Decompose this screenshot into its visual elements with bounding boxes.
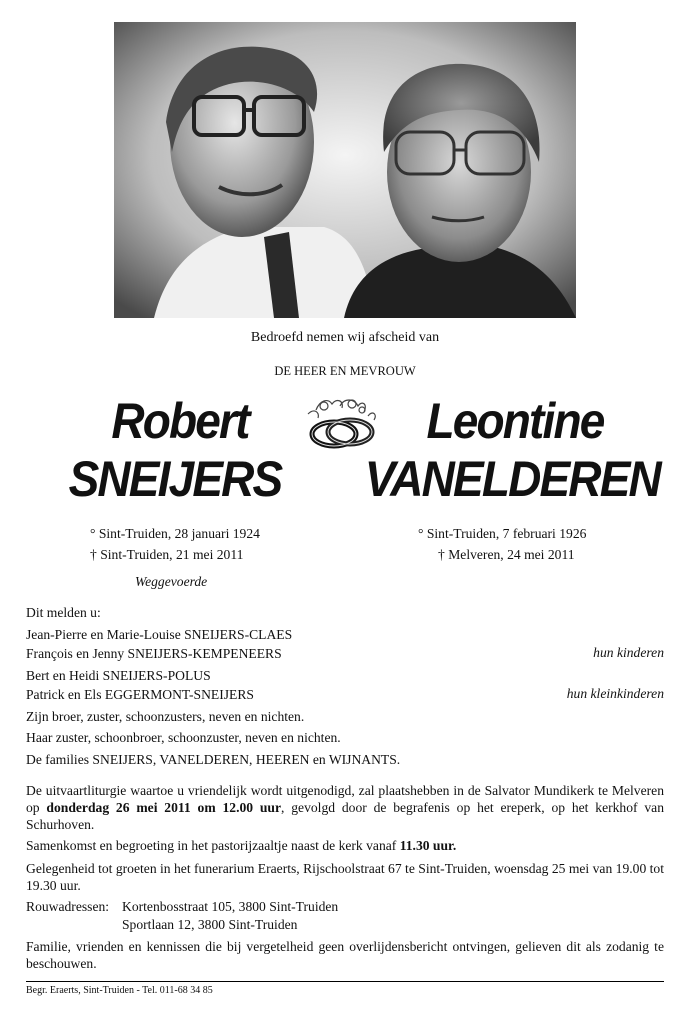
family-line: Zijn broer, zuster, schoonzusters, neven en nichten. xyxy=(26,709,305,724)
family-line: Bert en Heidi SNEIJERS-POLUS xyxy=(26,668,211,683)
person2-first-name: Leontine xyxy=(426,393,604,449)
family-line: Haar zuster, schoonbroer, schoonzuster, neven en nichten. xyxy=(26,730,341,745)
family-line: François en Jenny SNEIJERS-KEMPENEERS xyxy=(26,646,282,661)
undertaker-footer: Begr. Eraerts, Sint-Truiden - Tel. 011-68 34 85 xyxy=(26,985,213,996)
gathering-text: Samenkomst en begroeting in het pastorijzaaltje naast de kerk vanaf xyxy=(26,838,400,853)
role-children: hun kinderen xyxy=(593,645,664,660)
gathering-time: 11.30 uur. xyxy=(399,838,457,853)
person1-first-name: Robert xyxy=(111,393,249,449)
funeral-text: , gevolgd door de begrafenis op het ereperk, op het kerkhof van Schurhoven. xyxy=(26,800,664,832)
wedding-rings-icon xyxy=(298,394,384,452)
honorific: DE HEER EN MEVROUW xyxy=(274,364,416,378)
role-grandchildren: hun kleinkinderen xyxy=(566,686,664,701)
address-2: Sportlaan 12, 3800 Sint-Truiden xyxy=(122,917,298,932)
funeral-date: donderdag 26 mei 2011 om 12.00 uur xyxy=(46,800,282,815)
notice-paragraph: Familie, vrienden en kennissen die bij vergetelheid geen overlijdensbericht ontvingen, gelieven dit als zodanig te beschouwen. xyxy=(26,939,664,971)
person1-last-name: SNEIJERS xyxy=(68,451,282,507)
address-label: Rouwadressen: xyxy=(26,899,110,914)
person1-note: Weggevoerde xyxy=(135,574,208,589)
couple-photo xyxy=(114,22,576,318)
footer-divider xyxy=(26,981,664,982)
person2-birth: ° Sint-Truiden, 7 februari 1926 xyxy=(418,526,587,541)
gathering-paragraph xyxy=(26,837,664,854)
couple-photo-drawing xyxy=(114,22,576,318)
intro-text: Bedroefd nemen wij afscheid van xyxy=(250,330,440,345)
family-line: Jean-Pierre en Marie-Louise SNEIJERS-CLAES xyxy=(26,627,293,642)
family-line: De families SNEIJERS, VANELDEREN, HEEREN en WIJNANTS. xyxy=(26,752,401,767)
funeral-paragraph xyxy=(26,782,664,833)
person1-birth: ° Sint-Truiden, 28 januari 1924 xyxy=(90,526,260,541)
viewing-paragraph: Gelegenheid tot groeten in het funerarium Eraerts, Rijschoolstraat 67 te Sint-Truiden, woensdag 25 mei van 19.00 tot 19.30 uur. xyxy=(26,861,664,893)
person2-last-name: VANELDEREN xyxy=(364,451,660,507)
announce-lead: Dit melden u: xyxy=(26,605,101,620)
funeral-text: De uitvaartliturgie waartoe u vriendelijk wordt uitgenodigd, zal plaatshebben in de Salvator Mundikerk te Melveren op xyxy=(26,783,664,815)
person2-death: † Melveren, 24 mei 2011 xyxy=(438,547,575,562)
address-1: Kortenbosstraat 105, 3800 Sint-Truiden xyxy=(122,899,339,914)
family-line: Patrick en Els EGGERMONT-SNEIJERS xyxy=(26,687,254,702)
person1-death: † Sint-Truiden, 21 mei 2011 xyxy=(90,547,244,562)
